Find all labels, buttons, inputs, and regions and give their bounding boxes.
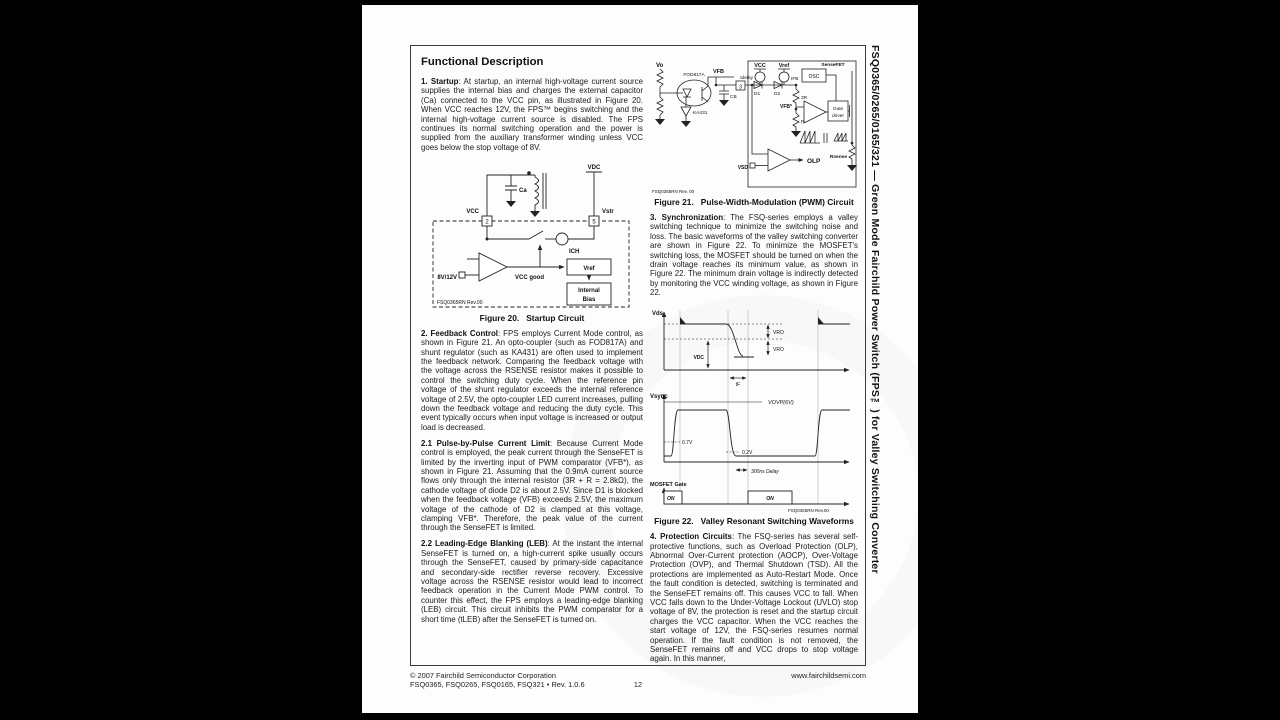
page-title: Functional Description <box>421 56 544 68</box>
section-2-2-leb <box>421 539 643 624</box>
figure-20-caption <box>421 313 643 323</box>
fig21-shunt-label: KA431 <box>693 111 708 116</box>
section-2-heading: 2. Feedback Control <box>421 328 498 338</box>
figure-21-caption-number: Figure 21. <box>654 197 694 207</box>
fig21-idelay-label: Idelay <box>740 76 753 81</box>
fig22-on2-label: ON <box>766 496 774 503</box>
fig20-pin2-label: 2 <box>485 219 489 226</box>
fig22-delay-label: 300ns Delay <box>751 469 779 476</box>
section-2-1-body: : Because Current Mode control is employed, the peak current through the SenseFET is limited by the inverting input of PWM comparator (VFB*), as shown in Figure 21. Assuming that the 0.9mA current source flows only through the internal resistor (3R + R = 2.8kΩ), the cathode voltage of diode D2 is about 2.5V. Since D1 is blocked when the feedback voltage (VFB) exceeds 2.5V, the maximum voltage of the cathode of D2 is clamped at this voltage, clamping VFB*. Therefore, the peak value of the current through the SenseFET is limited. <box>421 438 643 533</box>
fig21-sawtooth-2 <box>834 133 846 141</box>
section-2-body: : FPS employs Current Mode control, as shown in Figure 21. An opto-coupler (such as FOD817A) and shunt regulator (such as KA431) are often used to implement the feedback network. Comparing the feedback voltage with the voltage across the RSENSE resistor makes it possible to control the switching duty cycle. When the reference pin voltage of the shunt regulator exceeds the internal reference voltage of 2.5V, the opto-coupler LED current increases, pulling down the feedback voltage and reducing the duty cycle. This event typically occurs when input voltage is increased or output load is decreased. <box>421 328 643 432</box>
figure-21-caption <box>650 197 858 207</box>
fig21-vsd-label: VSD <box>737 165 748 171</box>
section-3-synchronization <box>650 213 858 298</box>
fig21-olp-label: OLP <box>807 158 821 165</box>
fig21-ifb-label: IFB <box>791 77 799 82</box>
fig22-vsync-waveform <box>664 394 850 470</box>
section-2-1-current-limit <box>421 439 643 533</box>
fig20-ca-label: Ca <box>519 187 527 194</box>
fig21-gate-label-2: driver <box>832 114 844 119</box>
section-3-heading: 3. Synchronization <box>650 213 724 222</box>
two-column-layout <box>421 55 859 666</box>
fig21-olp-comparator <box>768 149 790 171</box>
fig21-sensefet-label: SenseFET <box>821 63 845 68</box>
fig22-vsync-label: Vsync <box>650 394 668 401</box>
fig21-rsense-label: Rsense <box>829 155 847 160</box>
fig21-resistor-r <box>793 113 799 127</box>
fig22-02v-label: 0.2V <box>742 450 753 457</box>
fig21-resistor-upper <box>657 69 663 87</box>
section-3-body: : The FSQ-series employs a valley switching technique to minimize the switching noise and loss. The basic waveforms of the valley switching converter are shown in Figure 22. To minimize the MOSFET's switching loss, the MOSFET should be turned on when the drain voltage reaches its minimum value, as shown in Figure 22. The minimum drain voltage is indirectly detected by monitoring the VCC winding voltage, as shown in Figure 22. <box>650 213 859 298</box>
figure-20-caption-number: Figure 20. <box>479 312 520 323</box>
section-4-protection <box>650 532 858 664</box>
fig21-sawtooth-1 <box>800 131 815 143</box>
section-2-feedback-control <box>421 329 643 432</box>
sidebar-part-title: FSQ0365/0265/0165/321 — Green Mode Fairchild Power Switch (FPS™) for Valley Switching Converter <box>869 45 881 574</box>
fig22-ovp-label: VOVP(6V) <box>768 400 794 407</box>
figure-21-caption-text: Pulse-Width-Modulation (PWM) Circuit <box>700 197 854 207</box>
fig21-vfbstar-label: VFB* <box>780 104 792 110</box>
fig21-vref-label: Vref <box>778 63 790 69</box>
figure-22-caption-text: Valley Resonant Switching Waveforms <box>700 516 854 527</box>
fig21-gate-label-1: Gate <box>832 107 844 112</box>
fig22-vro-bottom-label: VRO <box>773 347 784 354</box>
footer-copyright: © 2007 Fairchild Semiconductor Corporation <box>410 671 556 680</box>
content-border-box <box>410 45 866 666</box>
fig21-sensefet-mosfet <box>850 71 853 145</box>
fig20-vcc-good-label: VCC good <box>515 274 544 281</box>
fig22-vro-top-label: VRO <box>773 330 784 337</box>
fig20-current-source <box>556 233 568 245</box>
datasheet-page <box>362 5 918 713</box>
fig22-07v-label: 0.7V <box>682 440 693 447</box>
fig20-comparator <box>479 253 507 281</box>
figure-22-caption <box>650 516 858 526</box>
fig22-vds-label: Vds <box>652 311 664 318</box>
fig22-vds-spikes <box>680 317 824 324</box>
fig21-resistor-lower <box>657 97 663 115</box>
fig20-internal-label: Internal <box>578 287 600 294</box>
fig20-pin5-label: 5 <box>592 219 596 226</box>
fig21-vfb-label: VFB <box>713 69 724 75</box>
fig21-pwm-comparator <box>804 101 826 123</box>
fig20-vstr-label: Vstr <box>602 208 614 215</box>
fig22-gate-label: MOSFET Gate <box>650 482 687 489</box>
fig21-pin3-label: 3 <box>738 84 743 91</box>
fig22-tf-label: tF <box>735 382 741 389</box>
section-2-1-heading: 2.1 Pulse-by-Pulse Current Limit <box>421 438 550 448</box>
fig20-transformer-winding <box>535 175 539 211</box>
fig20-vref-label: Vref <box>583 265 595 272</box>
fig22-vdc-label: VDC <box>693 355 704 362</box>
fig21-idelay-source <box>755 72 765 82</box>
fig21-ka431 <box>681 107 691 116</box>
fig21-ifb-source <box>779 72 789 82</box>
section-4-heading: 4. Protection Circuits <box>650 532 732 542</box>
fig21-cb-capacitor <box>719 85 729 100</box>
fig21-rev-label: FSQ0365RN Rev. 00 <box>652 189 695 194</box>
fig21-d2-label: D2 <box>774 92 781 97</box>
fig20-vcc-label: VCC <box>466 208 479 215</box>
fig21-r-label: R <box>801 120 805 125</box>
footer-page-number: 12 <box>633 680 643 689</box>
fig21-resistor-3r <box>793 89 799 103</box>
footer-products-revision: FSQ0365, FSQ0265, FSQ0165, FSQ321 • Rev. 1.0.6 <box>410 680 585 689</box>
fig20-bias-label: Bias <box>582 296 596 303</box>
fig21-opto-label: FOD817A <box>683 73 705 78</box>
fig22-gate-waveform <box>664 488 849 504</box>
fig20-threshold-label: 8V/12V <box>437 274 457 281</box>
fig21-3r-label: 3R <box>801 96 808 101</box>
section-4-body: : The FSQ-series has several self-protective functions, such as Overload Protection (OLP), Abnormal Over-Current protection (AOCP), Over-Voltage Protection (OVP), and Thermal Shutdown (TSD). All the protections are implemented as Auto-Restart Mode. Once the fault condition is detected, switching is terminated and the SenseFET remains off. This causes VCC to fall. When VCC falls down to the Under-Voltage Lockout (UVLO) stop voltage of 8V, the protection is reset and the startup circuit charges the VCC capacitor. When the VCC reaches the start voltage of 12V, the FSQ-series resumes normal operation. If the fault condition is not removed, the SenseFET remains off and VCC drops to stop voltage again. In this manner, <box>650 532 858 664</box>
left-column <box>421 55 643 666</box>
fig21-vo-label: Vo <box>656 63 664 69</box>
figure-22-waveforms <box>650 304 858 514</box>
section-2-2-heading: 2.2 Leading-Edge Blanking (LEB) <box>421 539 548 549</box>
figure-20-caption-text: Startup Circuit <box>526 312 585 323</box>
section-2-2-body: : At the instant the internal SenseFET is turned on, a high-current spike usually occurs through the SenseFET, caused by primary-side capacitance and secondary-side rectifier reverse recovery. Excessive voltage across the RSENSE resistor would lead to incorrect feedback operation in the Current Mode PWM control. To counter this effect, the FPS employs a leading-edge blanking (LEB) circuit. This circuit inhibits the PWM comparator for a short time (tLEB) after the SenseFET is turned on. <box>421 539 643 624</box>
fig21-cb-label: CB <box>730 95 737 100</box>
fig21-d1-label: D1 <box>754 92 761 97</box>
fig20-switch <box>529 231 543 239</box>
fig22-on1-label: ON <box>667 496 675 503</box>
section-1-body: : At startup, an internal high-voltage current source supplies the internal bias and charges the external capacitor (Ca) connected to the VCC pin, as illustrated in Figure 20. When VCC reaches 12V, the FPS™ begins switching and the internal high-voltage current source is disabled. The FPS continues its normal switching operation and the power is supplied from the auxiliary transformer winding unless VCC goes below the stop voltage of 8V. <box>421 77 643 152</box>
fig20-solids <box>486 171 541 240</box>
fig20-capacitor <box>505 175 517 201</box>
fig20-vdc-label: VDC <box>587 164 601 171</box>
figure-21-pwm-circuit <box>650 57 858 195</box>
fig22-rev-label: FSQ0365RN Rev.00 <box>788 508 829 514</box>
fig20-circuit-lines <box>433 172 629 307</box>
fig20-rev-label: FSQ0365RN Rev.00 <box>437 299 483 306</box>
section-1-startup <box>421 77 643 152</box>
footer-website: www.fairchildsemi.com <box>791 671 866 680</box>
figure-20-startup-circuit <box>421 159 643 311</box>
fig21-rsense-resistor <box>849 145 855 159</box>
figure-22-caption-number: Figure 22. <box>654 516 694 527</box>
fig21-vcc-label: VCC <box>754 63 766 69</box>
right-column <box>650 55 858 666</box>
fig20-ich-label: ICH <box>569 248 580 255</box>
section-1-heading: 1. Startup <box>421 77 459 86</box>
fig21-osc-label: OSC <box>808 74 820 80</box>
